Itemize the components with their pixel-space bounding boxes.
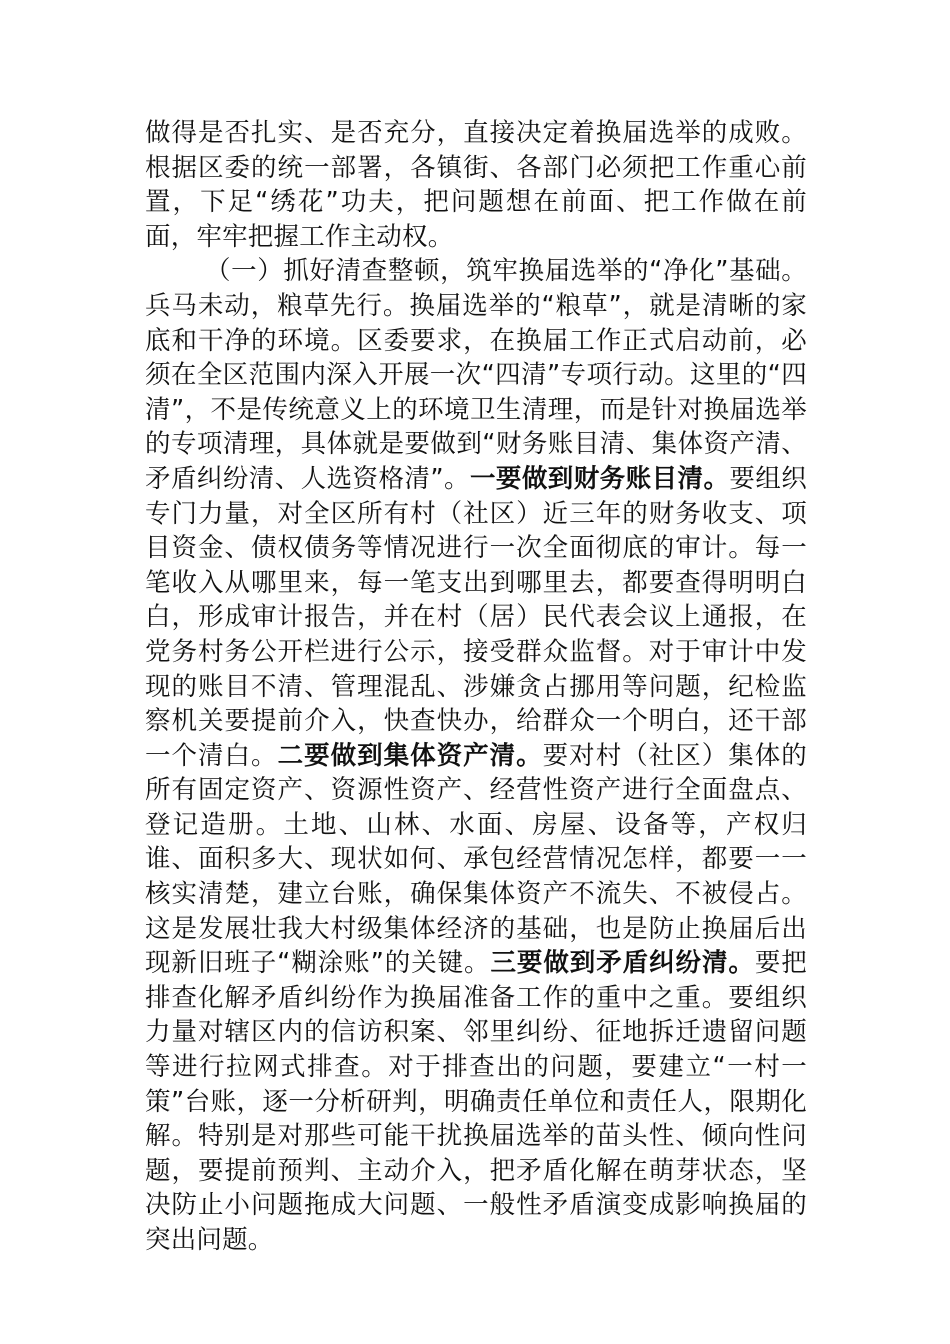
point-1-heading: 一要做到财务账目清。 <box>469 463 730 494</box>
point-2-body: 要对村（社区）集体的所有固定资产、资源性资产、经营性资产进行全面盘点、登记造册。土地、山林、水面、房屋、设备等，产权归谁、面积多大、现状如何、承包经营情况怎样，都要一一核实清楚，建立台账，确保集体资产不流失、不被侵占。这是发展壮我大村级集体经济的基础，也是防止换届后出现新旧班子“糊涂账”的关键。 <box>145 740 807 979</box>
point-3-heading: 三要做到矛盾纠纷清。 <box>490 948 755 979</box>
point-3-body: 要把排查化解矛盾纠纷作为换届准备工作的重中之重。要组织力量对辖区内的信访积案、邻里纠纷、征地拆迁遗留问题等进行拉网式排查。对于排查出的问题，要建立“一村一策”台账，逐一分析研判，明确责任单位和责任人，限期化解。特别是对那些可能干扰换届选举的苗头性、倾向性问题，要提前预判、主动介入，把矛盾化解在萌芽状态，坚决防止小问题拖成大问题、一般性矛盾演变成影响换届的突出问题。 <box>145 948 807 1255</box>
paragraph-continuation <box>145 116 807 254</box>
point-1-body: 要组织专门力量，对全区所有村（社区）近三年的财务收支、项目资金、债权债务等情况进行一次全面彻底的审计。每一笔收入从哪里来，每一笔支出到哪里去，都要查得明明白白，形成审计报告，并在村（居）民代表会议上通报，在党务村务公开栏进行公示，接受群众监督。对于审计中发现的账目不清、管理混乱、涉嫌贪占挪用等问题，纪检监察机关要提前介入，快查快办，给群众一个明白，还干部一个清白。 <box>145 463 807 771</box>
section-1-intro: （一）抓好清查整顿，筑牢换届选举的“净化”基础。兵马未动，粮草先行。换届选举的“粮草”，就是清晰的家底和干净的环境。区委要求，在换届工作正式启动前，必须在全区范围内深入开展一次“四清”专项行动。这里的“四清”，不是传统意义上的环境卫生清理，而是针对换届选举的专项清理，具体就是要做到“财务账目清、集体资产清、矛盾纠纷清、人选资格清”。 <box>145 256 807 494</box>
paragraph-1-text: 做得是否扎实、是否充分，直接决定着换届选举的成败。根据区委的统一部署，各镇街、各部门必须把工作重心前置，下足“绣花”功夫，把问题想在前面、把工作做在前面，牢牢把握工作主动权。 <box>145 118 807 252</box>
document-body <box>145 116 807 1258</box>
point-2-heading: 二要做到集体资产清。 <box>277 740 543 771</box>
paragraph-section-1 <box>145 254 807 1257</box>
